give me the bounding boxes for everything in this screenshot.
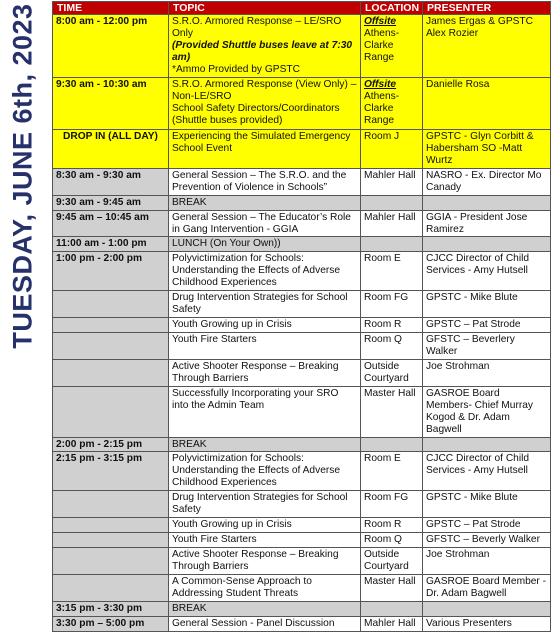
presenter-cell: Joe Strohman [423, 548, 551, 575]
time-cell [53, 318, 169, 333]
time-cell [53, 518, 169, 533]
presenter-cell: GPSTC – Pat Strode [423, 518, 551, 533]
location-cell: Mahler Hall [361, 210, 423, 237]
table-row [53, 210, 551, 237]
table-row [53, 601, 551, 616]
presenter-cell: CJCC Director of Child Services - Amy Hutsell [423, 452, 551, 491]
location-cell: Mahler Hall [361, 616, 423, 631]
topic-cell: General Session - Panel Discussion [169, 616, 361, 631]
table-row [53, 548, 551, 575]
location-cell [361, 437, 423, 452]
location-cell: Outside Courtyard [361, 359, 423, 386]
topic-cell: Youth Fire Starters [169, 333, 361, 360]
table-row [53, 195, 551, 210]
side-date-banner [0, 0, 46, 606]
topic-cell: Active Shooter Response – Breaking Through Barriers [169, 548, 361, 575]
topic-cell: Polyvictimization for Schools: Understanding the Effects of Adverse Childhood Experiences [169, 452, 361, 491]
table-row [53, 237, 551, 252]
topic-cell: BREAK [169, 195, 361, 210]
time-cell: 8:00 am - 12:00 pm [53, 15, 169, 78]
location-cell: Room Q [361, 533, 423, 548]
time-cell: 9:30 am - 9:45 am [53, 195, 169, 210]
location-cell [361, 237, 423, 252]
topic-cell [169, 77, 361, 129]
topic-cell: Youth Growing up in Crisis [169, 518, 361, 533]
time-cell: DROP IN (ALL DAY) [53, 129, 169, 168]
presenter-cell [423, 601, 551, 616]
presenter-cell: Danielle Rosa [423, 77, 551, 129]
topic-cell [169, 15, 361, 78]
topic-line: S.R.O. Armored Response – LE/SRO Only [172, 16, 342, 40]
topic-cell: Youth Growing up in Crisis [169, 318, 361, 333]
topic-cell: Drug Intervention Strategies for School Safety [169, 491, 361, 518]
location-cell: Room R [361, 518, 423, 533]
presenter-cell: GASROE Board Members- Chief Murray Kogod & Dr. Adam Bagwell [423, 386, 551, 437]
presenter-cell [423, 195, 551, 210]
location-cell [361, 601, 423, 616]
time-cell [53, 333, 169, 360]
table-row [53, 129, 551, 168]
topic-line: (Shuttle buses provided) [172, 114, 283, 126]
table-row [53, 291, 551, 318]
location-cell: Room J [361, 129, 423, 168]
time-cell [53, 533, 169, 548]
table-row [53, 491, 551, 518]
topic-cell: BREAK [169, 601, 361, 616]
location-cell: Room E [361, 452, 423, 491]
location-cell [361, 77, 423, 129]
location-cell: Room FG [361, 491, 423, 518]
presenter-cell: Joe Strohman [423, 359, 551, 386]
presenter-cell: GPSTC - Mike Blute [423, 291, 551, 318]
table-row [53, 452, 551, 491]
time-cell [53, 359, 169, 386]
offsite-label: Offsite [364, 16, 397, 28]
topic-cell: BREAK [169, 437, 361, 452]
table-row [53, 168, 551, 195]
presenter-cell: NASRO - Ex. Director Mo Canady [423, 168, 551, 195]
time-cell [53, 386, 169, 437]
time-cell [53, 491, 169, 518]
time-cell: 3:15 pm - 3:30 pm [53, 601, 169, 616]
presenter-cell: James Ergas & GPSTC Alex Rozier [423, 15, 551, 78]
presenter-cell: GFSTC – Beverly Walker [423, 533, 551, 548]
table-row [53, 437, 551, 452]
time-cell: 9:45 am – 10:45 am [53, 210, 169, 237]
presenter-cell [423, 237, 551, 252]
header-row [53, 2, 551, 15]
table-row [53, 77, 551, 129]
table-row [53, 386, 551, 437]
topic-cell: Active Shooter Response – Breaking Through Barriers [169, 359, 361, 386]
topic-cell: Polyvictimization for Schools: Understanding the Effects of Adverse Childhood Experiences [169, 252, 361, 291]
presenter-cell: GFSTC – Beverlery Walker [423, 333, 551, 360]
topic-cell: Youth Fire Starters [169, 533, 361, 548]
presenter-cell: GASROE Board Member - Dr. Adam Bagwell [423, 574, 551, 601]
location-cell: Room FG [361, 291, 423, 318]
time-cell [53, 548, 169, 575]
location-text: Athens-Clarke Range [364, 28, 400, 64]
location-cell: Outside Courtyard [361, 548, 423, 575]
presenter-cell: GGIA - President Jose Ramirez [423, 210, 551, 237]
location-cell: Room E [361, 252, 423, 291]
presenter-cell: CJCC Director of Child Services - Amy Hutsell [423, 252, 551, 291]
time-cell: 2:00 pm - 2:15 pm [53, 437, 169, 452]
header-topic: TOPIC [169, 2, 361, 15]
location-cell [361, 15, 423, 78]
time-cell: 9:30 am - 10:30 am [53, 77, 169, 129]
time-cell: 3:30 pm – 5:00 pm [53, 616, 169, 631]
table-row [53, 15, 551, 78]
location-cell: Master Hall [361, 386, 423, 437]
topic-line: *Ammo Provided by GPSTC [172, 64, 300, 76]
location-cell: Master Hall [361, 574, 423, 601]
table-row [53, 616, 551, 631]
time-cell: 11:00 am - 1:00 pm [53, 237, 169, 252]
location-text: Athens-Clarke Range [364, 90, 400, 126]
location-cell: Room Q [361, 333, 423, 360]
presenter-cell: GPSTC - Glyn Corbitt & Habersham SO -Matt Wurtz [423, 129, 551, 168]
time-cell: 1:00 pm - 2:00 pm [53, 252, 169, 291]
table-row [53, 252, 551, 291]
schedule-table [52, 1, 551, 632]
location-cell [361, 195, 423, 210]
table-row [53, 518, 551, 533]
table-row [53, 359, 551, 386]
presenter-cell [423, 437, 551, 452]
time-cell: 2:15 pm - 3:15 pm [53, 452, 169, 491]
time-cell: 8:30 am - 9:30 am [53, 168, 169, 195]
topic-cell: General Session – The S.R.O. and the Prevention of Violence in Schools” [169, 168, 361, 195]
time-cell [53, 574, 169, 601]
topic-cell: A Common-Sense Approach to Addressing Student Threats [169, 574, 361, 601]
topic-line: S.R.O. Armored Response (View Only) – Non-LE/SRO [172, 78, 357, 102]
table-row [53, 333, 551, 360]
offsite-label: Offsite [364, 78, 397, 90]
presenter-cell: Various Presenters [423, 616, 551, 631]
table-row [53, 318, 551, 333]
time-cell [53, 291, 169, 318]
presenter-cell: GPSTC – Pat Strode [423, 318, 551, 333]
topic-note: (Provided Shuttle buses leave at 7:30 am) [172, 40, 353, 64]
topic-cell: Drug Intervention Strategies for School Safety [169, 291, 361, 318]
header-time: TIME [53, 2, 169, 15]
presenter-cell: GPSTC - Mike Blute [423, 491, 551, 518]
topic-cell: Experiencing the Simulated Emergency School Event [169, 129, 361, 168]
location-cell: Room R [361, 318, 423, 333]
topic-cell: LUNCH (On Your Own)) [169, 237, 361, 252]
table-row [53, 574, 551, 601]
header-location: LOCATION [361, 2, 423, 15]
topic-cell: General Session – The Educator’s Role in Gang Intervention - GGIA [169, 210, 361, 237]
topic-line: School Safety Directors/Coordinators [172, 102, 340, 114]
table-row [53, 533, 551, 548]
date-title: TUESDAY, JUNE 6th, 2023 [7, 3, 38, 349]
header-presenter: PRESENTER [423, 2, 551, 15]
topic-cell: Successfully Incorporating your SRO into the Admin Team [169, 386, 361, 437]
location-cell: Mahler Hall [361, 168, 423, 195]
